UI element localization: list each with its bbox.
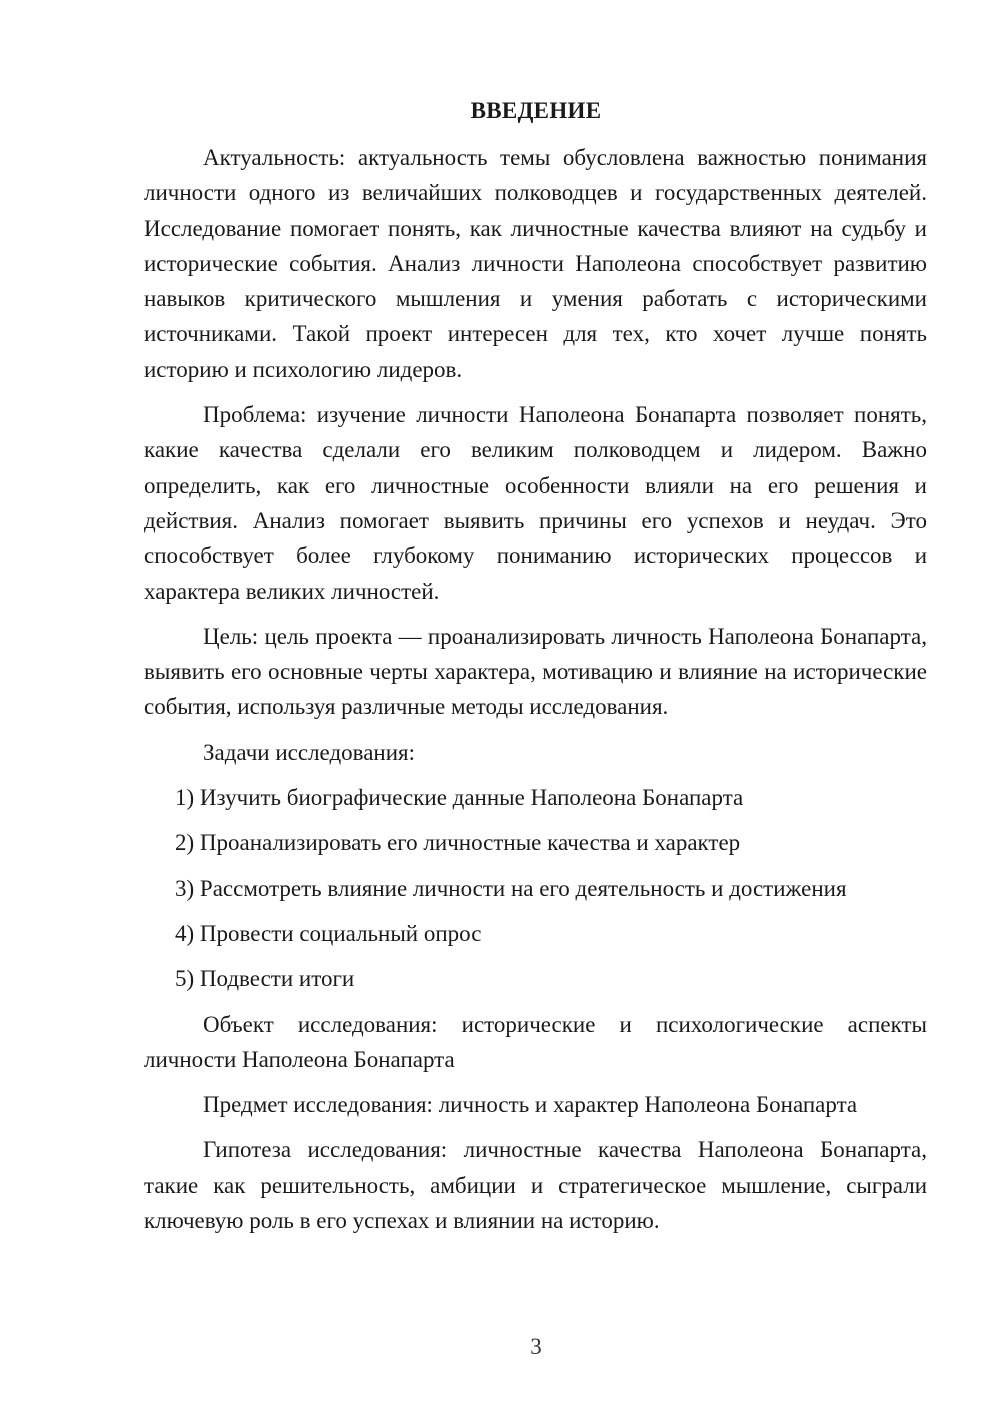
list-item: 2) Проанализировать его личностные качества и характер [175, 830, 741, 856]
list-item: 5) Подвести итоги [175, 966, 355, 992]
list-item: 3) Рассмотреть влияние личности на его деятельность и достижения [175, 875, 847, 901]
list-item: 1) Изучить биографические данные Наполеона Бонапарта [175, 785, 744, 811]
page-number: 3 [530, 1334, 542, 1359]
paragraph-object: Объект исследования: исторические и психологические аспекты личности Наполеона Бонапарта [144, 1011, 927, 1072]
list-item: 4) Провести социальный опрос [175, 920, 482, 946]
paragraph-problem: Проблема: изучение личности Наполеона Бонапарта позволяет понять, какие качества сделали его великим полководцем и лидером. Важно определить, как его личностные особенности влияли на его решения и действия. Анализ помогает выявить причины его успехов и неудач. Это способствует более глубокому пониманию исторических процессов и характера великих личностей. [144, 402, 927, 604]
page-title: ВВЕДЕНИЕ [470, 98, 602, 123]
paragraph-subject: Предмет исследования: личность и характер Наполеона Бонапарта [203, 1092, 858, 1118]
paragraph-relevance: Актуальность: актуальность темы обусловлена важностью понимания личности одного из величайших полководцев и государственных деятелей. Исследование помогает понять, как личностные качества влияют на судьбу и исторические события. Анализ личности Наполеона способствует развитию навыков критического мышления и умения работать с историческими источниками. Такой проект интересен для тех, кто хочет лучше понять историю и психологию лидеров. [144, 145, 927, 382]
paragraph-hypothesis: Гипотеза исследования: личностные качества Наполеона Бонапарта, такие как решительность, амбиции и стратегическое мышление, сыграли ключевую роль в его успехах и влиянии на историю. [144, 1137, 927, 1234]
paragraph-goal: Цель: цель проекта — проанализировать личность Наполеона Бонапарта, выявить его основные черты характера, мотивацию и влияние на исторические события, используя различные методы исследования. [144, 623, 927, 720]
tasks-list [144, 780, 927, 996]
document-body [144, 140, 927, 1248]
tasks-heading: Задачи исследования: [203, 739, 416, 765]
